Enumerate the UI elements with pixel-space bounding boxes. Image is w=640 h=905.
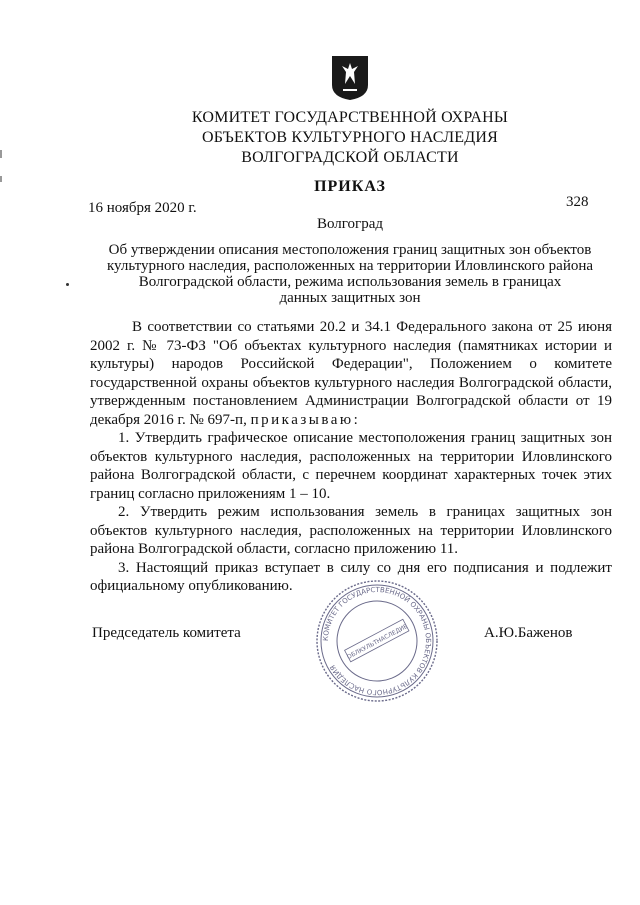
issuer-line-3: ВОЛГОГРАДСКОЙ ОБЛАСТИ bbox=[241, 149, 459, 166]
order-word: приказываю: bbox=[250, 411, 361, 428]
issuer-line-2: ОБЪЕКТОВ КУЛЬТУРНОГО НАСЛЕДИЯ bbox=[201, 129, 499, 146]
scan-edge-mark bbox=[0, 176, 2, 182]
scan-dot bbox=[66, 283, 69, 286]
signer-title: Председатель комитета bbox=[92, 625, 241, 641]
scan-edge-mark bbox=[0, 150, 2, 158]
subject-line-3: Волгоградской области, режима использования земель в границах bbox=[138, 274, 562, 290]
order-body bbox=[90, 318, 612, 596]
item-2: 2. Утвердить режим использования земель в границах защитных зон объектов культурного наследия, расположенных на территории Иловлинского района Волгоградской области, согласно приложению 11. bbox=[90, 504, 612, 557]
issuer-header bbox=[150, 108, 550, 168]
order-date: 16 ноября 2020 г. bbox=[88, 200, 197, 216]
intro-text: В соответствии со статьями 20.2 и 34.1 Федерального закона от 25 июня 2002 г. № 73-ФЗ "Об объектах культурного наследия (памятниках истории и культуры) народов Российской Федерации", Положением о комитете государственной охраны объектов культурного наследия Волгоградской области, утвержденным постановлением Администрации Волгоградской области от 19 декабря 2016 г. № 697-п, bbox=[90, 319, 612, 428]
coat-of-arms-emblem bbox=[331, 55, 369, 101]
item-3: 3. Настоящий приказ вступает в силу со дня его подписания и подлежит официальному опубликованию. bbox=[90, 559, 612, 594]
intro-paragraph bbox=[90, 318, 612, 429]
subject-line-1: Об утверждении описания местоположения границ защитных зон объектов bbox=[108, 242, 592, 258]
official-seal bbox=[314, 578, 440, 704]
order-title: ПРИКАЗ bbox=[314, 178, 386, 195]
seal-center-text: ОБЛКУЛЬТНАСЛЕДИЕ bbox=[345, 622, 409, 661]
order-city: Волгоград bbox=[316, 216, 383, 232]
seal-outer-text: КОМИТЕТ ГОСУДАРСТВЕННОЙ ОХРАНЫ ОБЪЕКТОВ КУЛЬТУРНОГО НАСЛЕДИЯ bbox=[321, 585, 433, 697]
order-subject bbox=[95, 242, 605, 306]
subject-line-4: данных защитных зон bbox=[279, 290, 421, 306]
issuer-line-1: КОМИТЕТ ГОСУДАРСТВЕННОЙ ОХРАНЫ bbox=[191, 109, 509, 126]
subject-line-2: культурного наследия, расположенных на территории Иловлинского района bbox=[106, 258, 594, 274]
signer-name: А.Ю.Баженов bbox=[484, 625, 573, 641]
item-1: 1. Утвердить графическое описание местоположения границ защитных зон объектов культурного наследия, расположенных на территории Иловлинского района Волгоградской области, с перечнем координат характерных точек этих границ согласно приложениям 1 – 10. bbox=[90, 430, 612, 502]
order-number: 328 bbox=[566, 194, 589, 210]
